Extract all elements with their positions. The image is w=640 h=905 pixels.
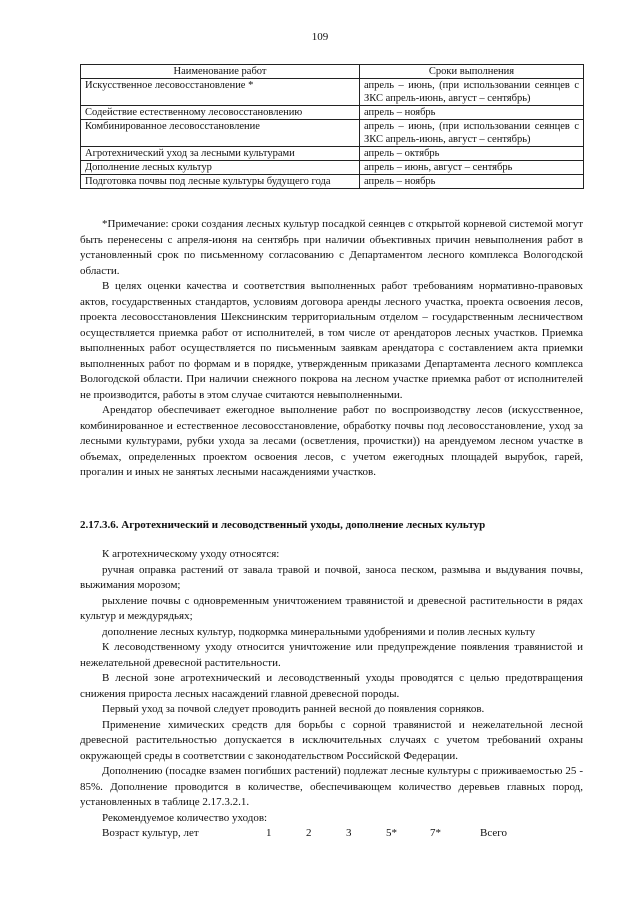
work-name-cell: Дополнение лесных культур xyxy=(81,161,360,175)
paragraph: Применение химических средств для борьбы с сорной травянистой и нежелательной лесной древесной растительностью допускается в исключительных случаях с учетом требований охраны окружающей среды в соответствии с законодательством Российской Федерации. xyxy=(80,718,583,762)
work-name-cell: Подготовка почвы под лесные культуры будущего года xyxy=(81,175,360,189)
table-row xyxy=(81,106,584,120)
paragraph: рыхление почвы с одновременным уничтожением травянистой и древесной растительности в рядах культур и междурядьях; xyxy=(80,594,583,622)
body-text-lower xyxy=(80,547,583,842)
timing-cell: апрель – октябрь xyxy=(360,147,584,161)
age-col: 3 xyxy=(346,827,352,839)
section-heading-block xyxy=(80,518,583,534)
timing-cell: апрель – июнь, (при использовании сеянцев с ЗКС апрель-июнь, август – сентябрь) xyxy=(360,79,584,106)
works-schedule-table xyxy=(80,64,584,189)
age-col: 5* xyxy=(386,827,397,839)
table-note: *Примечание: сроки создания лесных культур посадкой сеянцев с открытой корневой системой могут быть перенесены с апреля-июня на сентябрь при наличии объективных причин невыполнения работ в установленный срок по письменному согласованию с Департаментом лесного комплекса Вологодской области. xyxy=(80,218,583,277)
work-name-cell: Искусственное лесовосстановление * xyxy=(81,79,360,106)
table-row xyxy=(81,175,584,189)
age-col: 2 xyxy=(306,827,312,839)
age-col: 7* xyxy=(430,827,441,839)
page-number: 109 xyxy=(311,31,329,43)
paragraph: дополнение лесных культур, подкормка минеральными удобрениями и полив лесных культу xyxy=(102,625,536,638)
column-header-timing: Сроки выполнения xyxy=(360,65,584,79)
timing-cell: апрель – ноябрь xyxy=(360,106,584,120)
paragraph: ручная оправка растений от завала травой и почвой, заноса песком, размыва и выдувания почвы, выжимания морозом; xyxy=(80,563,583,591)
acceptance-paragraph: В целях оценки качества и соответствия выполненных работ требованиям нормативно-правовых актов, государственных стандартов, условиям договора аренды лесного участка, проекта освоения лесов, проекта лесовосстановления Шекснинским территориальным отделом – государственным лесничеством осуществляется приемка работ от исполнителей, в том числе от арендаторов лесных участков. Приемка выполненных работ осуществляется по письменным заявкам арендатора с составлением акта приемки выполненных работ по формам и в порядке, утвержденным приказами Департамента лесного комплекса Вологодской области. При наличии снежного покрова на лесном участке приемка работ от исполнителей не производится, работы в этом случае считаются невыполненными. xyxy=(80,280,583,401)
column-header-work: Наименование работ xyxy=(81,65,360,79)
table-row xyxy=(81,161,584,175)
body-text-upper xyxy=(80,217,583,481)
timing-cell: апрель – июнь, август – сентябрь xyxy=(360,161,584,175)
age-col: 1 xyxy=(266,827,272,839)
paragraph: К агротехническому уходу относятся: xyxy=(102,548,280,560)
work-name-cell: Содействие естественному лесовосстановлению xyxy=(81,106,360,120)
paragraph: В лесной зоне агротехнический и лесоводственный уходы проводятся с целью предотвращения снижения прироста лесных насаждений главной древесной породы. xyxy=(80,672,583,700)
section-heading: 2.17.3.6. Агротехнический и лесоводственный уходы, дополнение лесных культур xyxy=(80,519,486,531)
table-row xyxy=(81,120,584,147)
tenant-obligations-paragraph: Арендатор обеспечивает ежегодное выполнение работ по воспроизводству лесов (искусственное, комбинированное и естественное лесовосстановление, обработку почвы под лесовосстановление, уход за лесными культурами, рубки ухода за лесами (осветления, прочистки)) на арендуемом лесном участке в объемах, определенных проектом освоения лесов, с учетом ежегодных площадей вырубок, гарей, прогалин и иных не занятых лесными насаждениями участков. xyxy=(80,404,583,478)
work-name-cell: Комбинированное лесовосстановление xyxy=(81,120,360,147)
age-col-total: Всего xyxy=(480,827,507,839)
table-row xyxy=(81,79,584,106)
paragraph: Рекомендуемое количество уходов: xyxy=(102,811,268,824)
table-row xyxy=(81,147,584,161)
work-name-cell: Агротехнический уход за лесными культурами xyxy=(81,147,360,161)
paragraph: Первый уход за почвой следует проводить ранней весной до появления сорняков. xyxy=(102,703,485,715)
table-header-row xyxy=(81,65,584,79)
timing-cell: апрель – ноябрь xyxy=(360,175,584,189)
age-row-label: Возраст культур, лет xyxy=(102,827,199,839)
timing-cell: апрель – июнь, (при использовании сеянцев с ЗКС апрель-июнь, август – сентябрь) xyxy=(360,120,584,147)
age-row xyxy=(80,826,583,842)
paragraph: К лесоводственному уходу относится уничтожение или предупреждение появления травянистой и нежелательной древесной растительности. xyxy=(80,641,583,669)
paragraph: Дополнению (посадке взамен погибших растений) подлежат лесные культуры с приживаемостью 25 - 85%. Дополнение проводится в количестве, обеспечивающем количество деревьев главных пород, установленных в таблице 2.17.3.2.1. xyxy=(80,765,583,808)
